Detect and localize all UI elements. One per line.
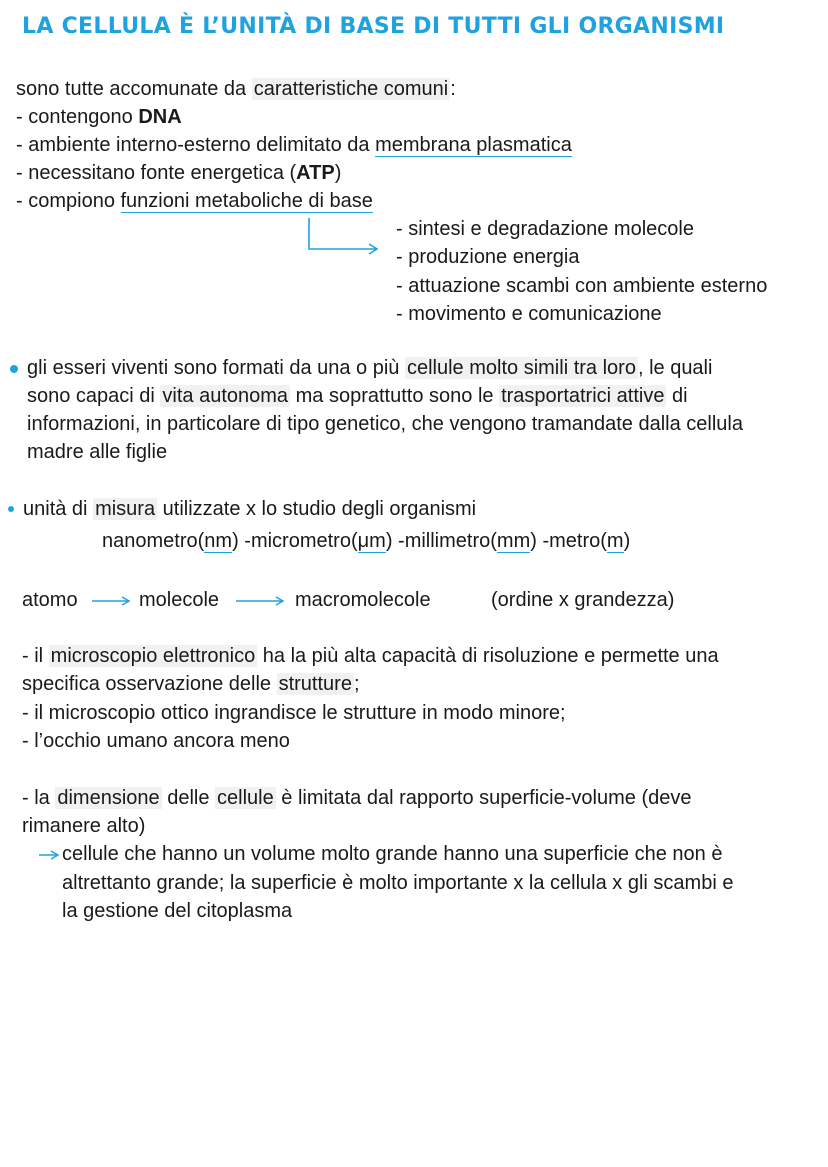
function-item: - movimento e comunicazione [396,303,662,325]
highlight: misura [95,498,156,520]
function-item: - attuazione scambi con ambiente esterno [396,275,768,297]
arrow-right-icon [236,595,286,607]
arrow-right-icon [92,595,132,607]
bullet-icon [10,365,18,373]
highlight: microscopio elettronico [50,645,256,667]
unit-symbol: m [606,530,624,552]
highlight: strutture [278,673,352,695]
page-title: LA CELLULA È L’UNITÀ DI BASE DI TUTTI GLI ORGANISMI [22,14,725,39]
unit-symbol: nm [204,530,233,552]
bent-arrow-icon [308,218,382,258]
paragraph-line: sono capaci di vita autonoma ma soprattutto sono le trasportatrici attive di [27,385,688,407]
intro-line: - compiono funzioni metaboliche di base [16,190,373,212]
intro-line: - necessitano fonte energetica (ATP) [16,162,342,184]
paragraph-line: madre alle figlie [27,441,168,463]
function-item: - sintesi e degradazione molecole [396,218,694,240]
paragraph-line: - il microscopio elettronico ha la più alta capacità di risoluzione e permette una [22,645,719,667]
scale-macromolecole: macromolecole [295,589,431,611]
intro-line: - contengono DNA [16,106,182,128]
intro-line: sono tutte accomunate da caratteristiche comuni : [16,78,456,100]
scale-note: (ordine x grandezza) [491,589,675,611]
atp-term: ATP [296,162,335,184]
paragraph-line: altrettanto grande; la superficie è molto importante x la cellula x gli scambi e [62,872,734,894]
paragraph-line: unità di misura utilizzate x lo studio degli organismi [23,498,477,520]
paragraph-line: la gestione del citoplasma [62,900,293,922]
scale-atomo: atomo [22,589,78,611]
underlined-term: membrana plasmatica [375,134,572,156]
units-line: nanometro(nm) -micrometro(μm) -millimetro(mm) -metro(m) [102,530,631,552]
paragraph-line: rimanere alto) [22,815,146,837]
highlight: caratteristiche comuni [253,78,449,100]
paragraph-line: - la dimensione delle cellule è limitata dal rapporto superficie-volume (deve [22,787,692,809]
paragraph-line: cellule che hanno un volume molto grande hanno una superficie che non è [62,843,723,865]
underlined-term: funzioni metaboliche di base [120,190,373,212]
highlight: dimensione [57,787,160,809]
paragraph-line: specifica osservazione delle strutture ; [22,673,360,695]
scale-molecole: molecole [139,589,220,611]
paragraph-line: - l’occhio umano ancora meno [22,730,290,752]
dna-term: DNA [138,106,182,128]
highlight: cellule [217,787,274,809]
highlight: vita autonoma [162,385,289,407]
arrow-right-icon [39,849,61,861]
paragraph-line: - il microscopio ottico ingrandisce le strutture in modo minore; [22,702,566,724]
paragraph-line: gli esseri viventi sono formati da una o più cellule molto simili tra loro , le quali [27,357,713,379]
bullet-icon [8,506,14,512]
unit-symbol: mm [496,530,531,552]
highlight: trasportatrici attive [501,385,665,407]
intro-line: - ambiente interno-esterno delimitato da membrana plasmatica [16,134,572,156]
highlight: cellule molto simili tra loro [406,357,636,379]
function-item: - produzione energia [396,246,580,268]
unit-symbol: μm [357,530,386,552]
paragraph-line: informazioni, in particolare di tipo genetico, che vengono tramandate dalla cellula [27,413,743,435]
